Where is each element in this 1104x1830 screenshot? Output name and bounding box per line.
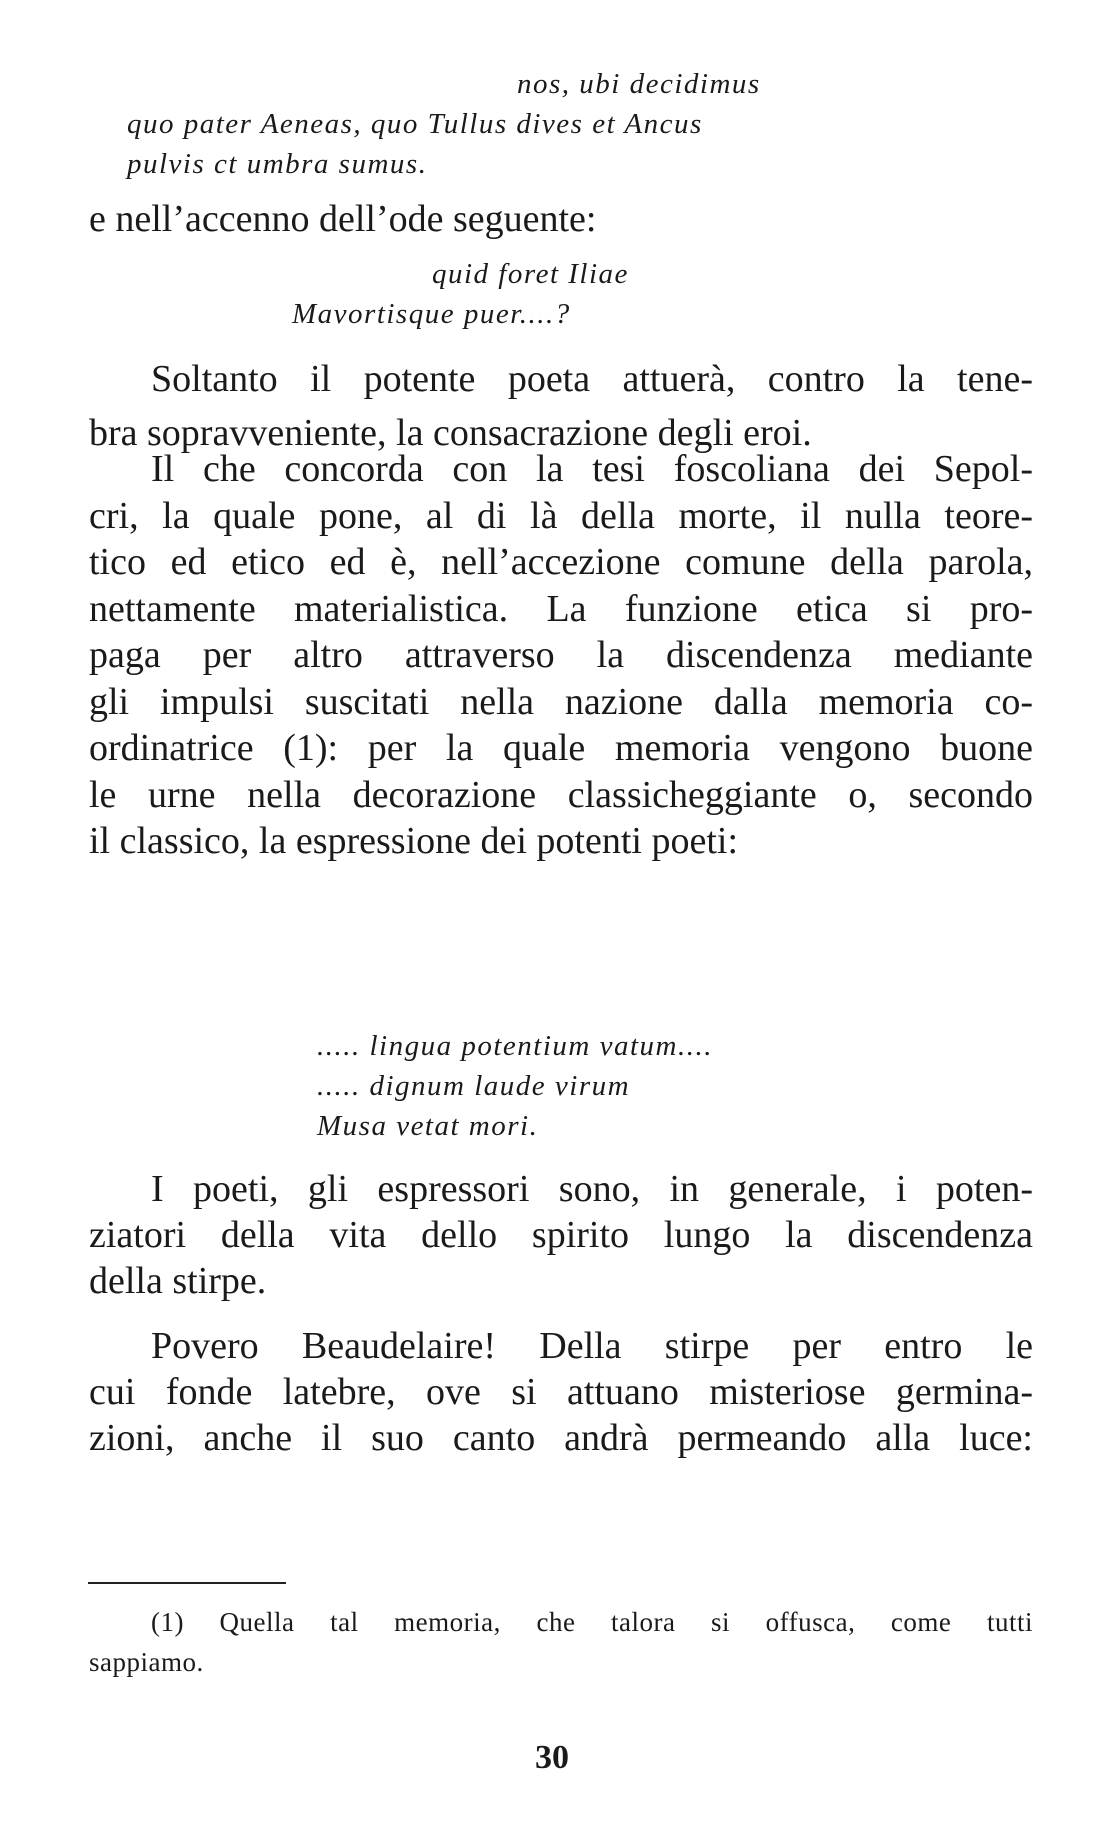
text-line: paga per altro attraverso la discendenza mediante xyxy=(89,634,1033,676)
paragraph-4 xyxy=(89,1323,1033,1461)
text-line: I poeti, gli espressori sono, in generale, i poten- xyxy=(151,1168,1033,1210)
text-line: Il che concorda con la tesi foscoliana dei Sepol- xyxy=(151,448,1033,490)
verse-line: ..... dignum laude virum xyxy=(317,1070,631,1102)
verse-line: quo pater Aeneas, quo Tullus dives et Ancus xyxy=(127,108,703,140)
text-line: il classico, la espressione dei potenti poeti: xyxy=(89,820,739,862)
latin-quote-3 xyxy=(317,1026,713,1146)
page-number: 30 xyxy=(535,1739,569,1776)
paragraph-3 xyxy=(89,1166,1033,1304)
paragraph-2 xyxy=(89,446,1033,865)
verse-line: nos, ubi decidimus xyxy=(517,68,761,100)
text-line: cri, la quale pone, al di là della morte, il nulla teore- xyxy=(89,494,1033,537)
text-line: cui fonde latebre, ove si attuano misteriose germina- xyxy=(89,1371,1033,1413)
verse-line: ..... lingua potentium vatum.... xyxy=(317,1030,713,1062)
text-line: ordinatrice (1): per la quale memoria vengono buone xyxy=(89,727,1033,769)
verse-line: Musa vetat mori. xyxy=(317,1110,539,1142)
text-line: Povero Beaudelaire! Della stirpe per entro le xyxy=(151,1325,1033,1367)
footnote-line: (1) Quella tal memoria, che talora si offusca, come tutti xyxy=(151,1607,1033,1637)
paragraph-1 xyxy=(89,352,1033,460)
footnote-rule xyxy=(88,1582,286,1584)
verse-line: pulvis ct umbra sumus. xyxy=(127,148,428,180)
footnote-line: sappiamo. xyxy=(89,1647,204,1677)
intro-line: e nell’accenno dell’ode seguente: xyxy=(89,198,597,240)
footnote xyxy=(89,1602,1033,1682)
verse-line: quid foret Iliae xyxy=(432,258,629,290)
verse-line: Mavortisque puer....? xyxy=(292,298,571,330)
text-line: zioni, anche il suo canto andrà permeando alla luce: xyxy=(89,1417,1033,1459)
text-line: bra sopravveniente, la consacrazione degli eroi. xyxy=(89,412,812,454)
latin-quote-2 xyxy=(292,254,629,334)
text-line: nettamente materialistica. La funzione etica si pro- xyxy=(89,587,1033,630)
text-line: tico ed etico ed è, nell’accezione comune della parola, xyxy=(89,541,1033,583)
latin-quote-1 xyxy=(127,64,761,184)
text-line: gli impulsi suscitati nella nazione dalla memoria co- xyxy=(89,680,1033,723)
text-line: ziatori della vita dello spirito lungo la discendenza xyxy=(89,1214,1033,1256)
text-line: Soltanto il potente poeta attuerà, contro la tene- xyxy=(151,358,1033,400)
text-line: della stirpe. xyxy=(89,1260,267,1302)
text-line: le urne nella decorazione classicheggiante o, secondo xyxy=(89,773,1033,816)
